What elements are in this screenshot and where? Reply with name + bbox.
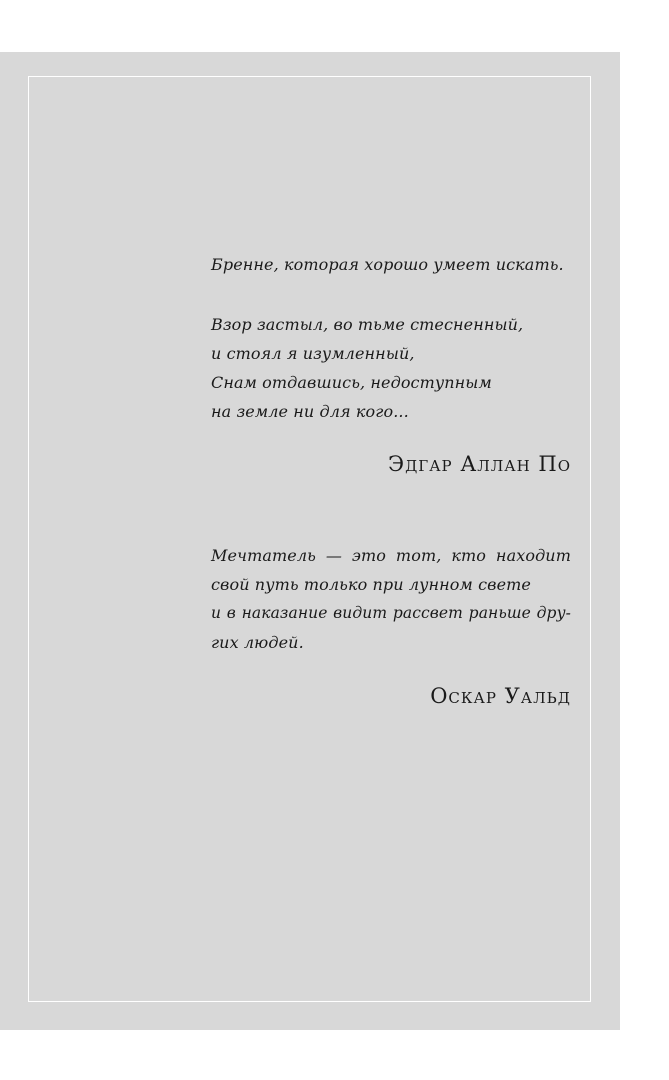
quote-line: и в наказание видит рассвет раньше дру- bbox=[211, 604, 571, 622]
quote-line: Мечтатель — это тот, кто находит bbox=[211, 546, 571, 565]
dedication bbox=[211, 250, 571, 279]
poem-line: и стоял я изумленный, bbox=[211, 344, 415, 363]
quote-line: свой путь только при лунном свете bbox=[211, 575, 531, 594]
author-wilde: Оскар Уальд bbox=[430, 684, 571, 708]
poem-line: Снам отдавшись, недоступным bbox=[211, 373, 492, 392]
quote-line: гих людей. bbox=[211, 633, 304, 652]
poem-line: Взор застыл, во тьме стесненный, bbox=[211, 315, 524, 334]
epigraph-wilde bbox=[211, 541, 571, 657]
epigraph-poe bbox=[211, 310, 571, 426]
dedication-line: Бренне, которая хорошо умеет искать. bbox=[211, 255, 564, 274]
author-poe: Эдгар Аллан По bbox=[388, 452, 571, 476]
page-frame-border bbox=[28, 76, 591, 1002]
poem-line: на земле ни для кого... bbox=[211, 402, 409, 421]
